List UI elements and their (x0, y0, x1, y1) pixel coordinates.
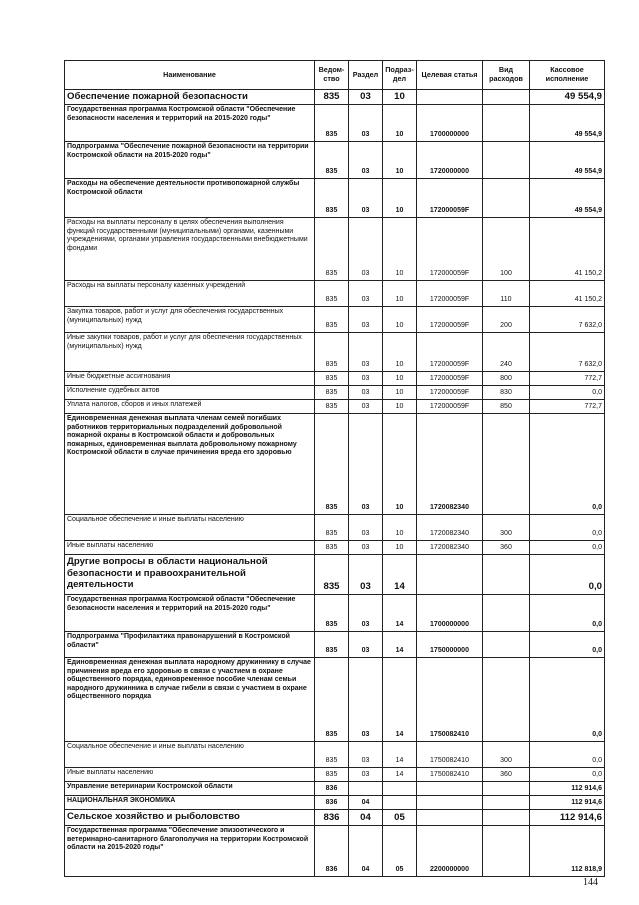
cell-razdel (349, 782, 383, 796)
column-header-ved: Ведом-ство (315, 61, 349, 90)
cell-vid: 850 (483, 400, 530, 414)
table-row (65, 142, 605, 179)
cell-vid: 100 (483, 218, 530, 281)
cell-podrazdel: 05 (383, 826, 417, 877)
column-header-vid: Вид расходов (483, 61, 530, 90)
cell-razdel: 03 (349, 658, 383, 742)
cell-ved: 835 (315, 541, 349, 555)
cell-kassa: 0,0 (530, 658, 605, 742)
cell-ved: 835 (315, 105, 349, 142)
table-row (65, 810, 605, 826)
cell-kassa: 0,0 (530, 632, 605, 658)
cell-kassa: 49 554,9 (530, 105, 605, 142)
cell-podrazdel: 14 (383, 768, 417, 782)
cell-vid: 360 (483, 768, 530, 782)
cell-ved: 835 (315, 307, 349, 333)
cell-ved: 835 (315, 386, 349, 400)
column-header-target: Целевая статья (417, 61, 483, 90)
cell-ved: 835 (315, 632, 349, 658)
cell-podrazdel: 10 (383, 218, 417, 281)
cell-vid: 200 (483, 307, 530, 333)
cell-kassa: 7 632,0 (530, 333, 605, 372)
cell-target: 1700000000 (417, 595, 483, 632)
cell-name: Управление ветеринарии Костромской области (65, 782, 315, 796)
cell-vid: 360 (483, 541, 530, 555)
cell-target (417, 810, 483, 826)
cell-vid (483, 810, 530, 826)
cell-kassa: 772,7 (530, 400, 605, 414)
cell-razdel: 04 (349, 810, 383, 826)
table-row (65, 742, 605, 768)
cell-vid (483, 632, 530, 658)
cell-podrazdel: 10 (383, 372, 417, 386)
cell-name: Закупка товаров, работ и услуг для обеспечения государственных (муниципальных) нужд (65, 307, 315, 333)
cell-razdel: 04 (349, 826, 383, 877)
cell-podrazdel: 10 (383, 179, 417, 218)
cell-razdel: 03 (349, 768, 383, 782)
cell-razdel: 03 (349, 555, 383, 595)
cell-target: 1700000000 (417, 105, 483, 142)
cell-ved: 835 (315, 90, 349, 105)
cell-razdel: 03 (349, 742, 383, 768)
cell-razdel: 03 (349, 90, 383, 105)
cell-razdel: 03 (349, 333, 383, 372)
table-row (65, 826, 605, 877)
cell-ved: 836 (315, 796, 349, 810)
cell-podrazdel: 10 (383, 281, 417, 307)
cell-ved: 836 (315, 810, 349, 826)
cell-target: 172000059F (417, 307, 483, 333)
table-row (65, 281, 605, 307)
cell-ved: 835 (315, 142, 349, 179)
table-row (65, 386, 605, 400)
cell-ved: 835 (315, 515, 349, 541)
cell-podrazdel: 10 (383, 400, 417, 414)
cell-target: 172000059F (417, 333, 483, 372)
cell-name: Социальное обеспечение и иные выплаты населению (65, 515, 315, 541)
cell-name: Подпрограмма "Профилактика правонарушений в Костромской области" (65, 632, 315, 658)
cell-ved: 835 (315, 414, 349, 515)
cell-ved: 835 (315, 768, 349, 782)
cell-podrazdel: 10 (383, 142, 417, 179)
table-header-row (65, 61, 605, 90)
cell-kassa: 41 150,2 (530, 281, 605, 307)
table-row (65, 179, 605, 218)
cell-ved: 836 (315, 782, 349, 796)
cell-ved: 835 (315, 333, 349, 372)
cell-ved: 835 (315, 742, 349, 768)
cell-kassa: 772,7 (530, 372, 605, 386)
cell-podrazdel: 14 (383, 555, 417, 595)
cell-razdel: 03 (349, 372, 383, 386)
cell-vid (483, 595, 530, 632)
table-row (65, 796, 605, 810)
cell-razdel: 03 (349, 386, 383, 400)
cell-kassa: 49 554,9 (530, 90, 605, 105)
cell-podrazdel: 10 (383, 105, 417, 142)
cell-podrazdel: 10 (383, 333, 417, 372)
cell-razdel: 03 (349, 541, 383, 555)
cell-vid: 800 (483, 372, 530, 386)
cell-kassa: 0,0 (530, 595, 605, 632)
cell-target: 172000059F (417, 386, 483, 400)
cell-kassa: 112 818,9 (530, 826, 605, 877)
cell-name: Расходы на выплаты персоналу казенных учреждений (65, 281, 315, 307)
cell-name: Государственная программа Костромской области "Обеспечение безопасности населения и территорий на 2015-2020 годы" (65, 105, 315, 142)
cell-kassa: 49 554,9 (530, 142, 605, 179)
table-row (65, 400, 605, 414)
cell-target: 1720000000 (417, 142, 483, 179)
cell-vid (483, 142, 530, 179)
cell-vid (483, 90, 530, 105)
cell-podrazdel (383, 782, 417, 796)
cell-name: Обеспечение пожарной безопасности (65, 90, 315, 105)
cell-podrazdel: 10 (383, 541, 417, 555)
cell-ved: 835 (315, 595, 349, 632)
cell-kassa: 112 914,6 (530, 782, 605, 796)
cell-vid (483, 179, 530, 218)
cell-kassa: 0,0 (530, 414, 605, 515)
cell-kassa: 0,0 (530, 541, 605, 555)
cell-vid (483, 105, 530, 142)
cell-target: 1720082340 (417, 515, 483, 541)
table-row (65, 333, 605, 372)
cell-razdel: 03 (349, 632, 383, 658)
cell-target (417, 782, 483, 796)
cell-razdel: 03 (349, 281, 383, 307)
cell-razdel: 04 (349, 796, 383, 810)
table-row (65, 307, 605, 333)
cell-podrazdel: 10 (383, 307, 417, 333)
table-row (65, 541, 605, 555)
cell-vid: 300 (483, 742, 530, 768)
cell-kassa: 41 150,2 (530, 218, 605, 281)
cell-name: Иные выплаты населению (65, 768, 315, 782)
cell-razdel: 03 (349, 105, 383, 142)
table-row (65, 768, 605, 782)
cell-name: Расходы на выплаты персоналу в целях обеспечения выполнения функций государственными (муниципальными) органами, казенными учреждениями, органами управления государственными внебюджетными фондами (65, 218, 315, 281)
budget-table (64, 60, 605, 877)
table-row (65, 372, 605, 386)
cell-name: Государственная программа Костромской области "Обеспечение безопасности населения и территорий на 2015-2020 годы" (65, 595, 315, 632)
cell-target: 172000059F (417, 400, 483, 414)
cell-podrazdel: 14 (383, 658, 417, 742)
cell-name: НАЦИОНАЛЬНАЯ ЭКОНОМИКА (65, 796, 315, 810)
cell-podrazdel: 14 (383, 595, 417, 632)
column-header-kassa: Кассовое исполнение (530, 61, 605, 90)
table-row (65, 414, 605, 515)
cell-vid (483, 826, 530, 877)
cell-ved: 835 (315, 179, 349, 218)
cell-target: 172000059F (417, 179, 483, 218)
cell-vid (483, 658, 530, 742)
cell-target: 1750082410 (417, 658, 483, 742)
cell-target: 172000059F (417, 281, 483, 307)
cell-ved: 835 (315, 218, 349, 281)
table-row (65, 90, 605, 105)
cell-podrazdel: 10 (383, 386, 417, 400)
cell-ved: 835 (315, 658, 349, 742)
cell-name: Государственная программа "Обеспечение эпизоотического и ветеринарно-санитарного благополучия на территории Костромской области на 2015-2020 годы" (65, 826, 315, 877)
table-row (65, 105, 605, 142)
cell-vid (483, 796, 530, 810)
cell-razdel: 03 (349, 515, 383, 541)
cell-target (417, 90, 483, 105)
cell-name: Единовременная денежная выплата народному дружиннику в случае причинения вреда его здоровью в связи с участием в охране общественного порядка, единовременное пособие членам семьи народного дружинника в случае гибели в связи с участием в охране общественного порядка (65, 658, 315, 742)
cell-podrazdel: 10 (383, 515, 417, 541)
column-header-name: Наименование (65, 61, 315, 90)
cell-podrazdel: 05 (383, 810, 417, 826)
cell-vid: 300 (483, 515, 530, 541)
cell-podrazdel: 10 (383, 90, 417, 105)
table-row (65, 658, 605, 742)
cell-razdel: 03 (349, 595, 383, 632)
cell-vid: 240 (483, 333, 530, 372)
cell-ved: 835 (315, 400, 349, 414)
table-row (65, 515, 605, 541)
cell-kassa: 0,0 (530, 515, 605, 541)
cell-kassa: 0,0 (530, 768, 605, 782)
cell-name: Иные бюджетные ассигнования (65, 372, 315, 386)
table-row (65, 218, 605, 281)
cell-razdel: 03 (349, 414, 383, 515)
cell-podrazdel: 14 (383, 632, 417, 658)
cell-name: Уплата налогов, сборов и иных платежей (65, 400, 315, 414)
table-row (65, 782, 605, 796)
cell-name: Иные выплаты населению (65, 541, 315, 555)
cell-kassa: 7 632,0 (530, 307, 605, 333)
cell-target: 1750082410 (417, 768, 483, 782)
cell-name: Другие вопросы в области национальной безопасности и правоохранительной деятельности (65, 555, 315, 595)
cell-kassa: 0,0 (530, 742, 605, 768)
table-row (65, 632, 605, 658)
cell-podrazdel: 10 (383, 414, 417, 515)
cell-target: 1720082340 (417, 414, 483, 515)
cell-razdel: 03 (349, 142, 383, 179)
cell-razdel: 03 (349, 179, 383, 218)
cell-kassa: 112 914,6 (530, 810, 605, 826)
cell-vid (483, 555, 530, 595)
cell-name: Иные закупки товаров, работ и услуг для обеспечения государственных (муниципальных) нужд (65, 333, 315, 372)
cell-name: Сельское хозяйство и рыболовство (65, 810, 315, 826)
cell-kassa: 49 554,9 (530, 179, 605, 218)
column-header-podrazdel: Подраз-дел (383, 61, 417, 90)
cell-name: Исполнение судебных актов (65, 386, 315, 400)
cell-kassa: 0,0 (530, 555, 605, 595)
cell-vid (483, 414, 530, 515)
cell-target: 172000059F (417, 218, 483, 281)
cell-name: Расходы на обеспечение деятельности противопожарной службы Костромской области (65, 179, 315, 218)
cell-podrazdel: 14 (383, 742, 417, 768)
cell-razdel: 03 (349, 218, 383, 281)
cell-ved: 835 (315, 372, 349, 386)
table-row (65, 555, 605, 595)
cell-vid: 110 (483, 281, 530, 307)
cell-target (417, 555, 483, 595)
cell-name: Подпрограмма "Обеспечение пожарной безопасности на территории Костромской области на 2015-2020 годы" (65, 142, 315, 179)
cell-target: 1750082410 (417, 742, 483, 768)
cell-target (417, 796, 483, 810)
table-row (65, 595, 605, 632)
cell-podrazdel (383, 796, 417, 810)
column-header-razdel: Раздел (349, 61, 383, 90)
cell-ved: 836 (315, 826, 349, 877)
cell-name: Единовременная денежная выплата членам семей погибших работников территориальных подразделений добровольной пожарной охраны в Костромской области и добровольных пожарных, единовременная выплата добровольному пожарному Костромской области в случае причинения вреда его здоровью (65, 414, 315, 515)
cell-target: 2200000000 (417, 826, 483, 877)
cell-razdel: 03 (349, 400, 383, 414)
cell-vid (483, 782, 530, 796)
cell-target: 1720082340 (417, 541, 483, 555)
page-number: 144 (583, 877, 598, 888)
cell-kassa: 0,0 (530, 386, 605, 400)
cell-kassa: 112 914,6 (530, 796, 605, 810)
cell-target: 172000059F (417, 372, 483, 386)
cell-razdel: 03 (349, 307, 383, 333)
cell-vid: 830 (483, 386, 530, 400)
cell-name: Социальное обеспечение и иные выплаты населению (65, 742, 315, 768)
table-body (65, 90, 605, 877)
cell-ved: 835 (315, 281, 349, 307)
cell-target: 1750000000 (417, 632, 483, 658)
cell-ved: 835 (315, 555, 349, 595)
